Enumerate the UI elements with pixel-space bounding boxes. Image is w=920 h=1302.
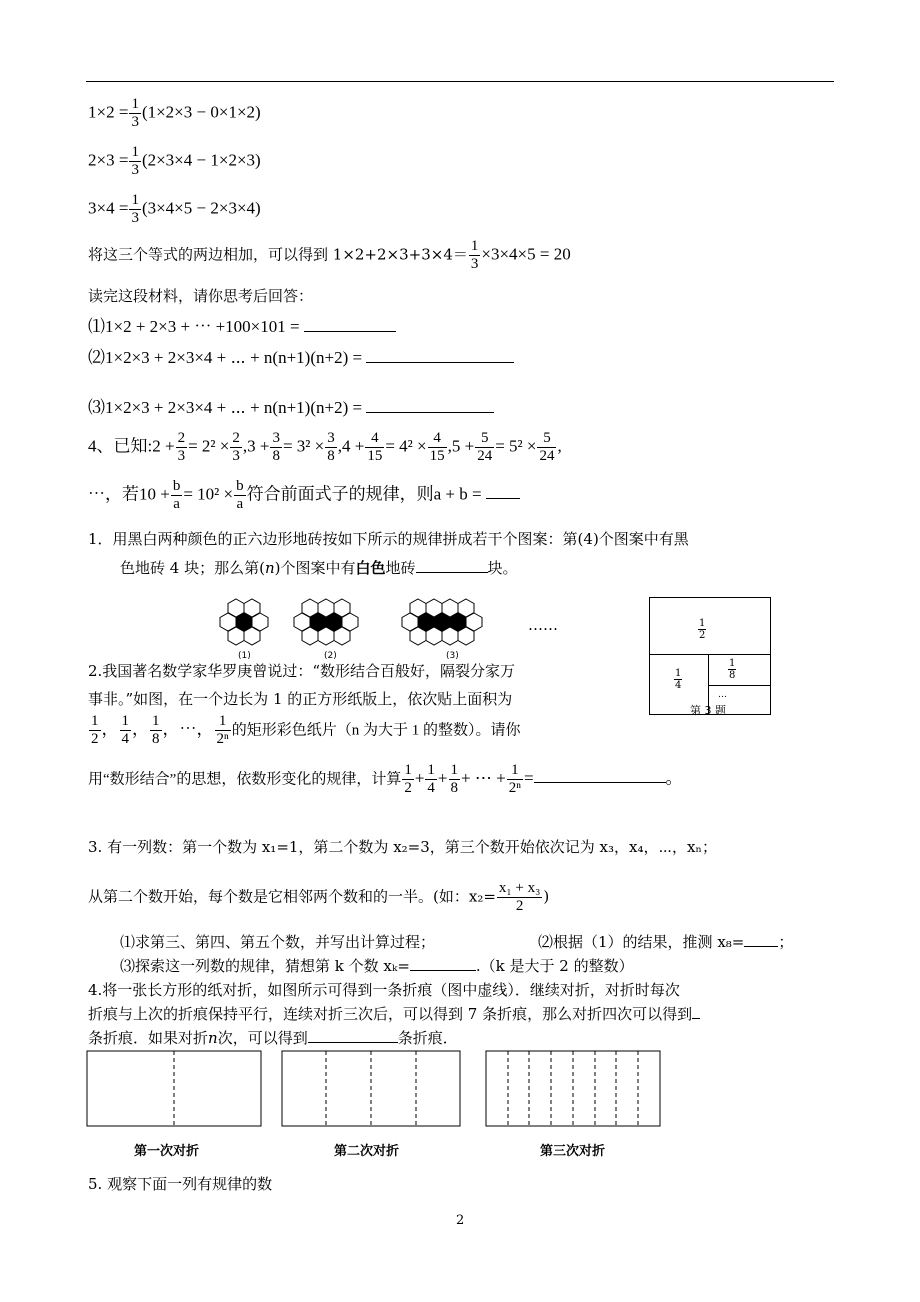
square-label-half: 1 2 [699, 618, 706, 641]
sequence-line1: 3. 有一列数：第一个数为 x₁=1，第二个数为 x₂=3，第三个数开始依次记为 x₃，x₄，⋯，xₙ； [88, 838, 717, 856]
sequence-sub1: ⑴求第三、第四、第五个数，并写出计算过程； [120, 933, 436, 951]
square-caption: 第 3 题 [690, 704, 726, 717]
sum-line: 将这三个等式的两边相加，可以得到 1×2+2×3+3×4＝ $\frac{1}{3}$ ×3×4×5 = 20 [88, 238, 571, 272]
fold-caption-1: 第一次对折 [134, 1144, 200, 1159]
fold-line2: 折痕与上次的折痕保持平行，连续对折三次后，可以得到 7 条折痕，那么对折四次可以得到 [88, 1003, 700, 1024]
read-prompt: 读完这段材料，请你思考后回答： [88, 287, 314, 305]
hex-ellipsis: …… [528, 616, 558, 634]
hex-label-1: (1) [238, 651, 251, 661]
sequence-line2: 从第二个数开始，每个数是它相邻两个数和的一半。(如：x₂= $\frac{\text{x₁ + x₃}}{2}$ ) [88, 880, 550, 914]
equation-1: 1×2 = $\frac{1}{3}$ (1×2×3 − 0×1×2) [88, 96, 261, 130]
question-1: ⑴1×2 + 2×3 + ⋯ +100×101 = [88, 312, 396, 337]
hex-label-3: (3) [446, 651, 459, 661]
hex-problem-line1: 1．用黑白两种颜色的正六边形地砖按如下所示的规律拼成若干个图案：第(4)个图案中有黑 [88, 530, 689, 548]
hex-problem-line2: 色地砖 4 块；那么第(n)个图案中有白色地砖 块。 [120, 559, 518, 577]
sequence-sub3: ⑶探索这一列数的规律，猜想第 k 个数 xₖ= .（k 是大于 2 的整数） [120, 957, 634, 975]
hua-line3: $\frac{1}{2}$ ， $\frac{1}{4}$ ， $\frac{1}{8}$ ，⋯， $\frac{1}{\text{2ⁿ}}$ 的矩形彩色纸片（n 为大于 1 的整数）。请你 [91, 713, 521, 747]
hexagon-pattern-2 [294, 599, 358, 645]
hua-line4: 用“数形结合”的思想，依数形变化的规律，计算 $\frac{1}{2}$ + $\frac{1}{4}$ + $\frac{1}{8}$ + ⋯ + $\frac{1}{\text{2ⁿ}}$ = 。 [88, 762, 683, 796]
question-3: ⑶1×2×3 + 2×3×4 + ⋯ + n(n+1)(n+2) = [88, 393, 494, 418]
sequence-sub2: ⑵根据（1）的结果，推测 x₈= ； [538, 933, 794, 951]
problem-4-line2: ⋯，若10 + $\frac{b}{a}$ = 10² × $\frac{b}{a}$ 符合前面式子的规律，则a + b = [88, 478, 520, 513]
hexagon-pattern-1 [220, 599, 268, 645]
hexagon-patterns-figure [218, 596, 518, 662]
fold-caption-3: 第三次对折 [540, 1144, 606, 1159]
square-label-eighth: 1 8 [729, 658, 736, 681]
problem-4-line1: 4、已知:2 + $\frac{2}{3}$ = 2² × $\frac{2}{3}$ ,3 + $\frac{3}{8}$ = 3² × $\frac{3}{8}$ ,4 + $\frac{4}{15}$ = 4² × $\frac{4}{15}$ ,5 + $\frac{5}{24}$ = 5² × $\frac{5}{24}$ , [88, 430, 562, 464]
hua-line1: 2.我国著名数学家华罗庚曾说过：“数形结合百般好，隔裂分家万 [88, 662, 515, 680]
fold-rect-1 [87, 1051, 261, 1126]
equation-2: 2×3 = $\frac{1}{3}$ (2×3×4 − 1×2×3) [88, 144, 261, 178]
fold-rect-3 [486, 1051, 660, 1126]
header-rule [86, 81, 834, 82]
fold-line3: 条折痕．如果对折n次，可以得到 条折痕． [88, 1029, 458, 1047]
question-5: 5. 观察下面一列有规律的数 [88, 1175, 273, 1193]
square-label-quarter: 1 4 [675, 668, 682, 691]
hex-label-2: (2) [324, 651, 337, 661]
page-number: 2 [456, 1213, 465, 1228]
square-figure [649, 597, 771, 715]
hua-line2: 事非。”如图，在一个边长为 1 的正方形纸版上，依次贴上面积为 [88, 690, 513, 708]
fold-rect-2 [282, 1051, 460, 1126]
square-label-dots: … [718, 690, 727, 700]
fold-caption-2: 第二次对折 [334, 1144, 400, 1159]
fold-line1: 4.将一张长方形的纸对折，如图所示可得到一条折痕（图中虚线）．继续对折，对折时每次 [88, 981, 680, 999]
folding-figures [86, 1050, 666, 1130]
equation-3: 3×4 = $\frac{1}{3}$ (3×4×5 − 2×3×4) [88, 192, 261, 226]
hexagon-pattern-3 [402, 599, 482, 645]
question-2: ⑵1×2×3 + 2×3×4 + ⋯ + n(n+1)(n+2) = [88, 343, 514, 368]
